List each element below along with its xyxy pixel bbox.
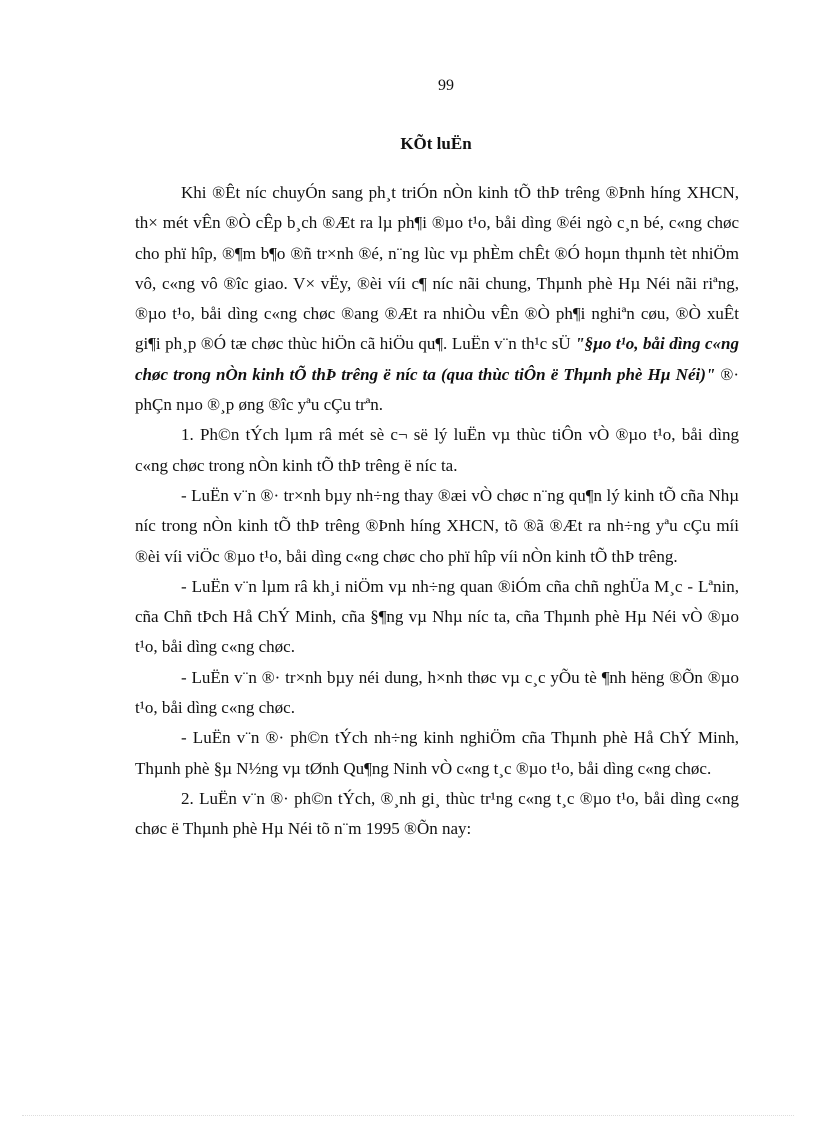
section-heading: KÕt luËn	[400, 134, 472, 153]
body-text	[135, 178, 739, 845]
paragraph-bullet: - LuËn v¨n ®· tr×nh bµy néi dung, h×nh thøc vµ c¸c yÕu tè ¶nh hëng ®Õn ®µo t¹o, båi dìng c«ng chøc.	[135, 667, 739, 718]
intro-text: Khi ®Êt níc chuyÓn sang ph¸t triÓn nÒn kinh tÕ thÞ trêng ®Þnh híng XHCN, th× mét vÊn ®Ò cÊp b¸ch ®Æt ra lµ ph¶i ®µo t¹o, båi dìng ®éi ngò c¸n bé, c«ng chøc cho phï hîp, ®¶m b¶o ®ñ tr×nh ®é, n¨ng lùc vµ phÈm chÊt ®Ó hoµn thµnh tèt nhiÖm vô, c«ng vô ®îc giao. V× vËy, ®èi víi c¶ níc nãi chung, Thµnh phè Hµ Néi nãi riªng, ®µo t¹o, båi dìng c«ng chøc ®ang ®Æt ra nhiÒu vÊn ®Ò ph¶i nghiªn cøu, ®Ò xuÊt gi¶i ph¸p ®Ó tæ chøc thùc hiÖn cã hiÖu qu¶. LuËn v¨n th¹c sÜ	[135, 183, 739, 354]
page-number: 99	[438, 77, 454, 94]
paragraph-point-1: 1. Ph©n tÝch lµm râ mét sè c¬ së lý luËn vµ thùc tiÔn vÒ ®µo t¹o, båi dìng c«ng chøc trong nÒn kinh tÕ thÞ trêng ë níc ta.	[135, 425, 739, 475]
paragraph-bullet: - LuËn v¨n ®· tr×nh bµy nh÷ng thay ®æi vÒ chøc n¨ng qu¶n lý kinh tÕ cña Nhµ níc trong nÒn kinh tÕ thÞ trêng ®Þnh híng XHCN, tõ ®ã ®Æt ra nh÷ng yªu cÇu míi ®èi víi viÖc ®µo t¹o, båi dìng c«ng chøc cho phï hîp víi nÒn kinh tÕ thÞ trêng.	[135, 485, 739, 566]
paragraph-point-2: 2. LuËn v¨n ®· ph©n tÝch, ®¸nh gi¸ thùc tr¹ng c«ng t¸c ®µo t¹o, båi dìng c«ng chøc ë Thµnh phè Hµ Néi tõ n¨m 1995 ®Õn nay:	[135, 788, 739, 839]
paragraph-bullet: - LuËn v¨n lµm râ kh¸i niÖm vµ nh÷ng quan ®iÓm cña chñ nghÜa M¸c - Lªnin, cña Chñ tÞch Hå ChÝ Minh, cña §¶ng vµ Nhµ níc ta, cña Thµnh phè Hµ Néi vÒ ®µo t¹o, båi dìng c«ng chøc.	[135, 576, 739, 657]
thesis-title: "§µo t¹o, båi dìng c«ng chøc trong nÒn kinh tÕ thÞ trêng ë níc ta (qua thùc tiÔn ë Thµnh phè Hµ Néi)"	[135, 334, 739, 384]
page-bottom-divider	[22, 1115, 794, 1116]
paragraph-bullet: - LuËn v¨n ®· ph©n tÝch nh÷ng kinh nghiÖm cña Thµnh phè Hå ChÝ Minh, Thµnh phè §µ N½ng vµ tØnh Qu¶ng Ninh vÒ c«ng t¸c ®µo t¹o, båi dìng c«ng chøc.	[135, 728, 739, 778]
intro-text-end: ®· phÇn nµo ®¸p øng ®îc yªu cÇu trªn.	[135, 364, 739, 415]
paragraph-intro	[135, 178, 739, 420]
